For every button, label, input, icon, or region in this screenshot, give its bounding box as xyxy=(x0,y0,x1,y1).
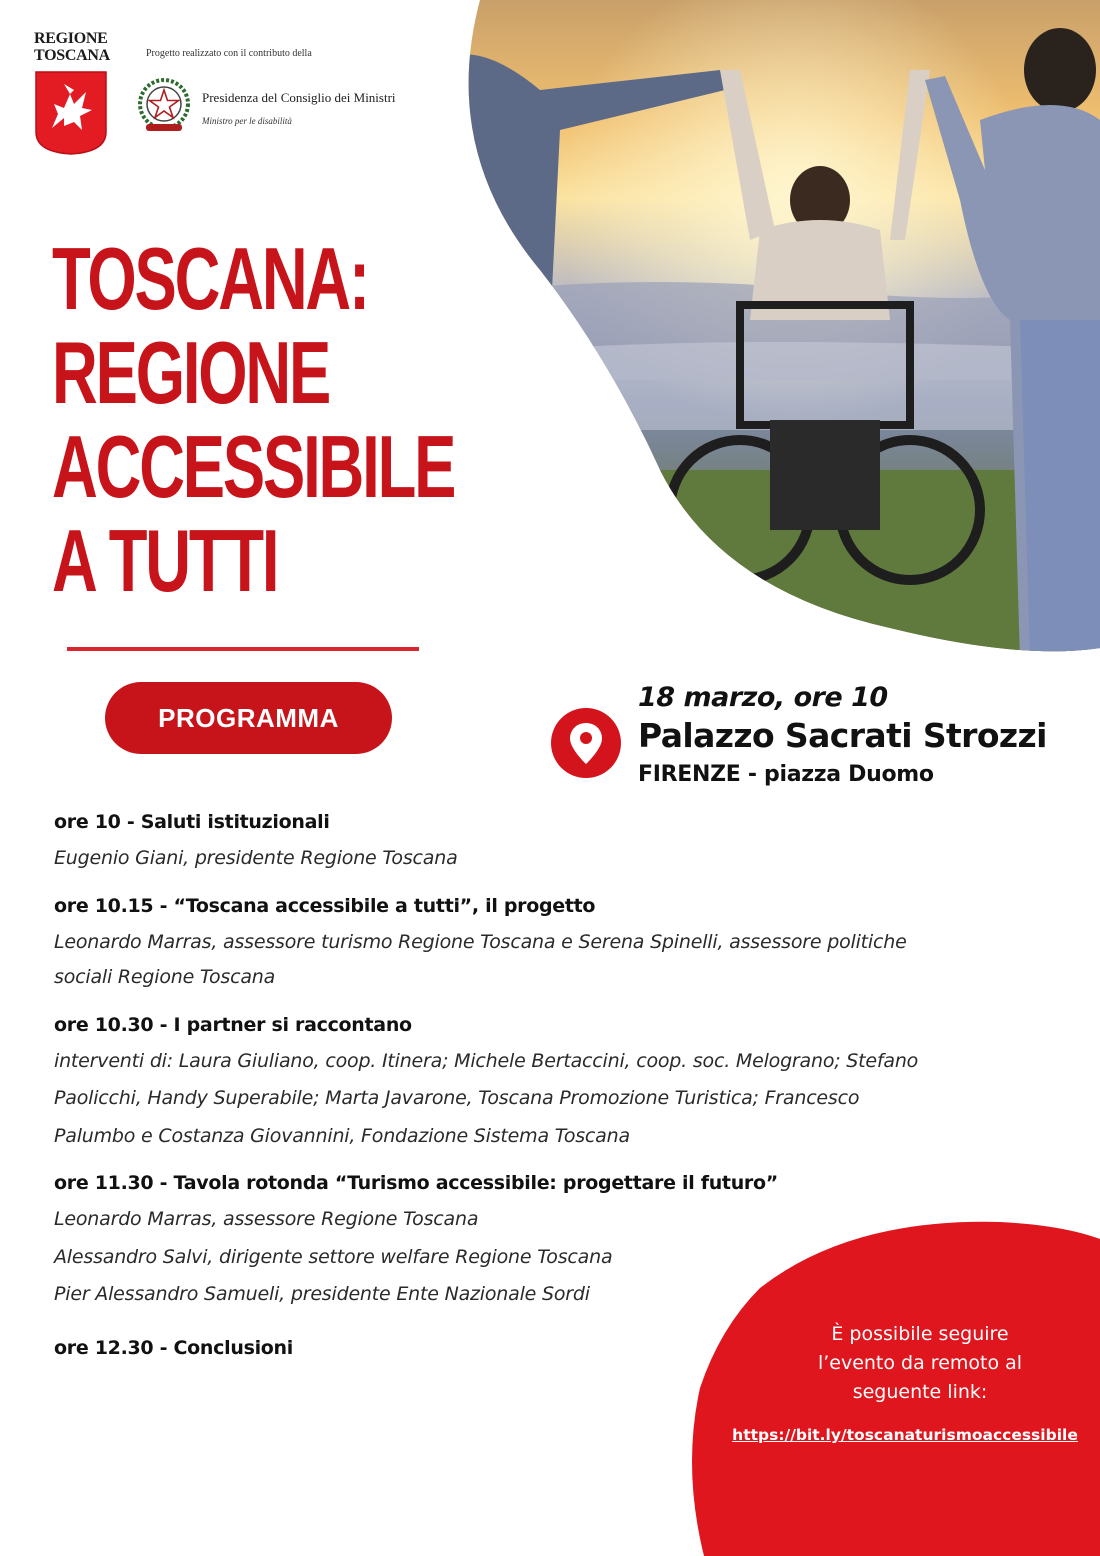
regione-toscana-logo xyxy=(34,30,114,160)
venue-name: Palazzo Sacrati Strozzi xyxy=(638,716,1047,755)
streaming-link[interactable]: https://bit.ly/toscanaturismoaccessibile xyxy=(732,1426,1078,1444)
schedule-item-speaker: Leonardo Marras, assessore Regione Toscana xyxy=(54,1208,479,1230)
remote-info-line-3: seguente link: xyxy=(852,1381,988,1403)
schedule-item-title: ore 10.15 - “Toscana accessibile a tutti”, il progetto xyxy=(54,894,596,917)
italian-republic-emblem-icon xyxy=(136,76,192,136)
schedule-item xyxy=(54,892,1054,997)
event-title xyxy=(52,229,492,610)
event-date: 18 marzo, ore 10 xyxy=(638,682,888,713)
schedule-item-speaker: Eugenio Giani, presidente Regione Toscana xyxy=(54,847,458,869)
programma-button[interactable]: PROGRAMMA xyxy=(105,682,392,754)
title-line-2: REGIONE xyxy=(52,323,330,422)
hero-photo xyxy=(420,0,1100,660)
schedule-item-title: ore 12.30 - Conclusioni xyxy=(54,1336,293,1359)
schedule-item-speaker: interventi di: Laura Giuliano, coop. Itinera; Michele Bertaccini, coop. soc. Melograno; Stefano xyxy=(54,1049,919,1072)
title-line-3: ACCESSIBILE xyxy=(52,417,455,516)
remote-info-line-2: l’evento da remoto al xyxy=(817,1352,1023,1374)
schedule-item-speaker: Paolicchi, Handy Superabile; Marta Javarone, Toscana Promozione Turistica; Francesco xyxy=(54,1087,860,1109)
remote-info-line-1: È possibile seguire xyxy=(831,1323,1009,1345)
schedule-item-speaker: sociali Regione Toscana xyxy=(54,966,276,988)
schedule-item-speaker: Pier Alessandro Samueli, presidente Ente Nazionale Sordi xyxy=(54,1283,590,1305)
region-logo-line-2: TOSCANA xyxy=(34,47,110,64)
remote-info-text xyxy=(790,1320,1050,1407)
location-pin-icon xyxy=(550,707,622,779)
presidency-label: Presidenza del Consiglio dei Ministri xyxy=(202,90,396,105)
title-line-1: TOSCANA: xyxy=(52,229,368,328)
schedule-item-title: ore 10 - Saluti istituzionali xyxy=(54,811,330,833)
contribution-caption: Progetto realizzato con il contributo della xyxy=(146,48,312,59)
region-logo-line-1: REGIONE xyxy=(34,30,108,47)
title-divider xyxy=(67,647,419,651)
ministry-label: Ministro per le disabilità xyxy=(202,116,292,126)
schedule-item-speaker: Palumbo e Costanza Giovannini, Fondazione Sistema Toscana xyxy=(54,1124,630,1147)
schedule-item-speaker: Leonardo Marras, assessore turismo Regione Toscana e Serena Spinelli, assessore politiche xyxy=(54,930,907,953)
pegasus-shield-icon xyxy=(34,70,108,156)
schedule-item xyxy=(54,808,1054,878)
schedule-item xyxy=(54,1011,1054,1156)
schedule-item-speaker: Alessandro Salvi, dirigente settore welfare Regione Toscana xyxy=(54,1245,613,1268)
schedule-item-title: ore 10.30 - I partner si raccontano xyxy=(54,1013,412,1036)
venue-city: FIRENZE - piazza Duomo xyxy=(638,762,934,787)
title-line-4: A TUTTI xyxy=(52,511,278,610)
schedule-item-title: ore 11.30 - Tavola rotonda “Turismo accessibile: progettare il futuro” xyxy=(54,1172,778,1194)
